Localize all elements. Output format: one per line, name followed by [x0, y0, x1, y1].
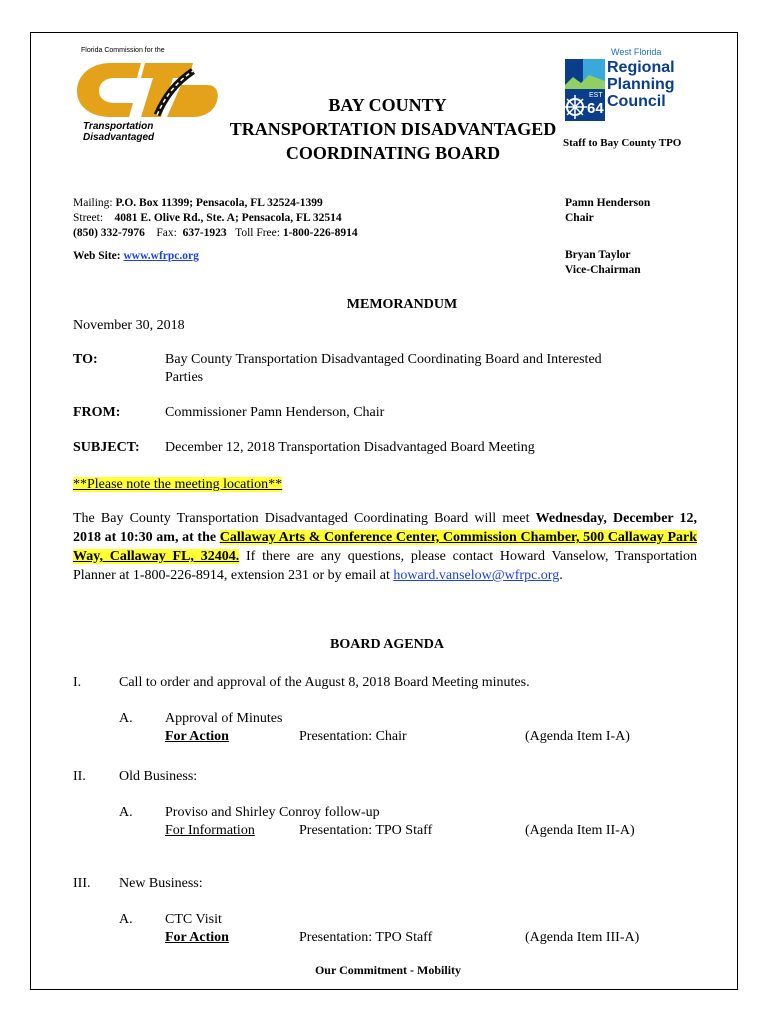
subject-value: December 12, 2018 Transportation Disadvantaged Board Meeting: [165, 440, 535, 455]
agenda-title-iiia: CTC Visit: [165, 912, 222, 927]
agenda-pres-iiia: Presentation: TPO Staff: [299, 930, 433, 945]
ctd-logo-line1: Transportation: [83, 121, 154, 132]
agenda-text-i: Call to order and approval of the August 8, 2018 Board Meeting minutes.: [119, 675, 530, 690]
to-value: Bay County Transportation Disadvantaged Coordinating Board and Interested Parties: [165, 352, 602, 385]
wfrpc-logo-line3: Council: [607, 93, 666, 110]
wfrpc-logo-line2: Planning: [607, 76, 675, 93]
ctd-logo-line2: Disadvantaged: [83, 132, 155, 143]
agenda-pres-iia: Presentation: TPO Staff: [299, 823, 433, 838]
meeting-paragraph: [73, 509, 697, 585]
staff-text: Staff to Bay County TPO: [563, 137, 682, 149]
wfrpc-badge-num: 64: [587, 100, 604, 117]
wfrpc-logo-name: [607, 59, 675, 110]
subject-label: SUBJECT:: [73, 440, 140, 455]
agenda-ref-ia: (Agenda Item I-A): [525, 729, 630, 744]
mailing-line: [73, 196, 358, 211]
title-line-3: COORDINATING BOARD: [285, 143, 501, 163]
agenda-letter-ia: A.: [119, 711, 133, 726]
para-date-time: Wednesday, December 12, 2018 at 10:30 am, at the: [73, 511, 697, 545]
para-location: Callaway Arts & Conference Center, Commission Chamber, 500 Callaway Park Way, Callaway FL, 32404.: [73, 530, 697, 564]
fax-label: Fax:: [156, 227, 177, 239]
tollfree-label: Toll Free:: [235, 227, 280, 239]
phone-value: (850) 332-7976: [73, 227, 145, 239]
agenda-ref-iia: (Agenda Item II-A): [525, 823, 635, 838]
wfrpc-logo: [563, 47, 693, 137]
mailing-label: Mailing:: [73, 197, 113, 209]
vice-title: Vice-Chairman: [565, 264, 641, 276]
agenda-type-ia: For Action: [165, 729, 229, 744]
website-link[interactable]: www.wfrpc.org: [123, 250, 199, 262]
website-line: [73, 249, 358, 264]
street-line: [73, 211, 358, 226]
agenda-ref-iiia: (Agenda Item III-A): [525, 930, 640, 945]
website-label: Web Site:: [73, 250, 121, 262]
location-note: [73, 477, 282, 493]
memo-date: November 30, 2018: [73, 318, 185, 333]
location-note-text: **Please note the meeting location**: [73, 477, 283, 492]
agenda-num-i: I.: [73, 675, 82, 690]
chair-title: Chair: [565, 212, 594, 224]
para-text-1: The Bay County Transportation Disadvantaged Coordinating Board will meet: [73, 511, 536, 526]
agenda-letter-iia: A.: [119, 805, 133, 820]
to-label: TO:: [73, 352, 98, 367]
title-line-1: BAY COUNTY: [328, 95, 447, 115]
officers-block: [565, 196, 650, 278]
contact-block: [73, 196, 358, 264]
street-label: Street:: [73, 212, 104, 224]
phone-line: [73, 226, 358, 241]
agenda-letter-iiia: A.: [119, 912, 133, 927]
footer-text: Our Commitment - Mobility: [314, 963, 462, 977]
para-end: .: [559, 568, 563, 583]
memo-page: [30, 32, 738, 990]
agenda-pres-ia: Presentation: Chair: [299, 729, 407, 744]
fax-value: 637-1923: [182, 227, 227, 239]
para-text-2: If there are any questions, please contact Howard Vanselow, Transportation Planner at 1-800-226-8914, extension 231 or by email at: [73, 549, 697, 583]
agenda-text-iii: New Business:: [119, 876, 203, 891]
tollfree-value: 1-800-226-8914: [282, 227, 358, 239]
email-link[interactable]: howard.vanselow@wfrpc.org: [393, 568, 560, 583]
vice-name: Bryan Taylor: [565, 249, 631, 261]
wfrpc-badge-est: EST: [589, 92, 603, 99]
agenda-num-iii: III.: [73, 876, 91, 891]
agenda-num-ii: II.: [73, 769, 86, 784]
from-label: FROM:: [73, 405, 121, 420]
title-line-2: TRANSPORTATION DISADVANTAGED: [229, 119, 557, 139]
from-value: Commissioner Pamn Henderson, Chair: [165, 405, 385, 420]
street-value: 4081 E. Olive Rd., Ste. A; Pensacola, FL 32514: [114, 212, 342, 224]
agenda-title-iia: Proviso and Shirley Conroy follow-up: [165, 805, 380, 820]
agenda-type-iiia: For Action: [165, 930, 229, 945]
ctd-logo-top-text: Florida Commission for the: [81, 47, 165, 54]
agenda-type-iia: For Information: [165, 823, 255, 838]
agenda-title-ia: Approval of Minutes: [165, 711, 283, 726]
mailing-value: P.O. Box 11399; Pensacola, FL 32524-1399: [115, 197, 323, 209]
wfrpc-logo-line1: Regional: [607, 59, 675, 76]
agenda-text-ii: Old Business:: [119, 769, 198, 784]
wfrpc-emblem-icon: [563, 55, 607, 125]
wfrpc-logo-top-text: West Florida: [611, 47, 662, 57]
memo-heading: MEMORANDUM: [346, 297, 458, 312]
chair-name: Pamn Henderson: [565, 197, 651, 209]
agenda-heading: BOARD AGENDA: [330, 637, 444, 652]
